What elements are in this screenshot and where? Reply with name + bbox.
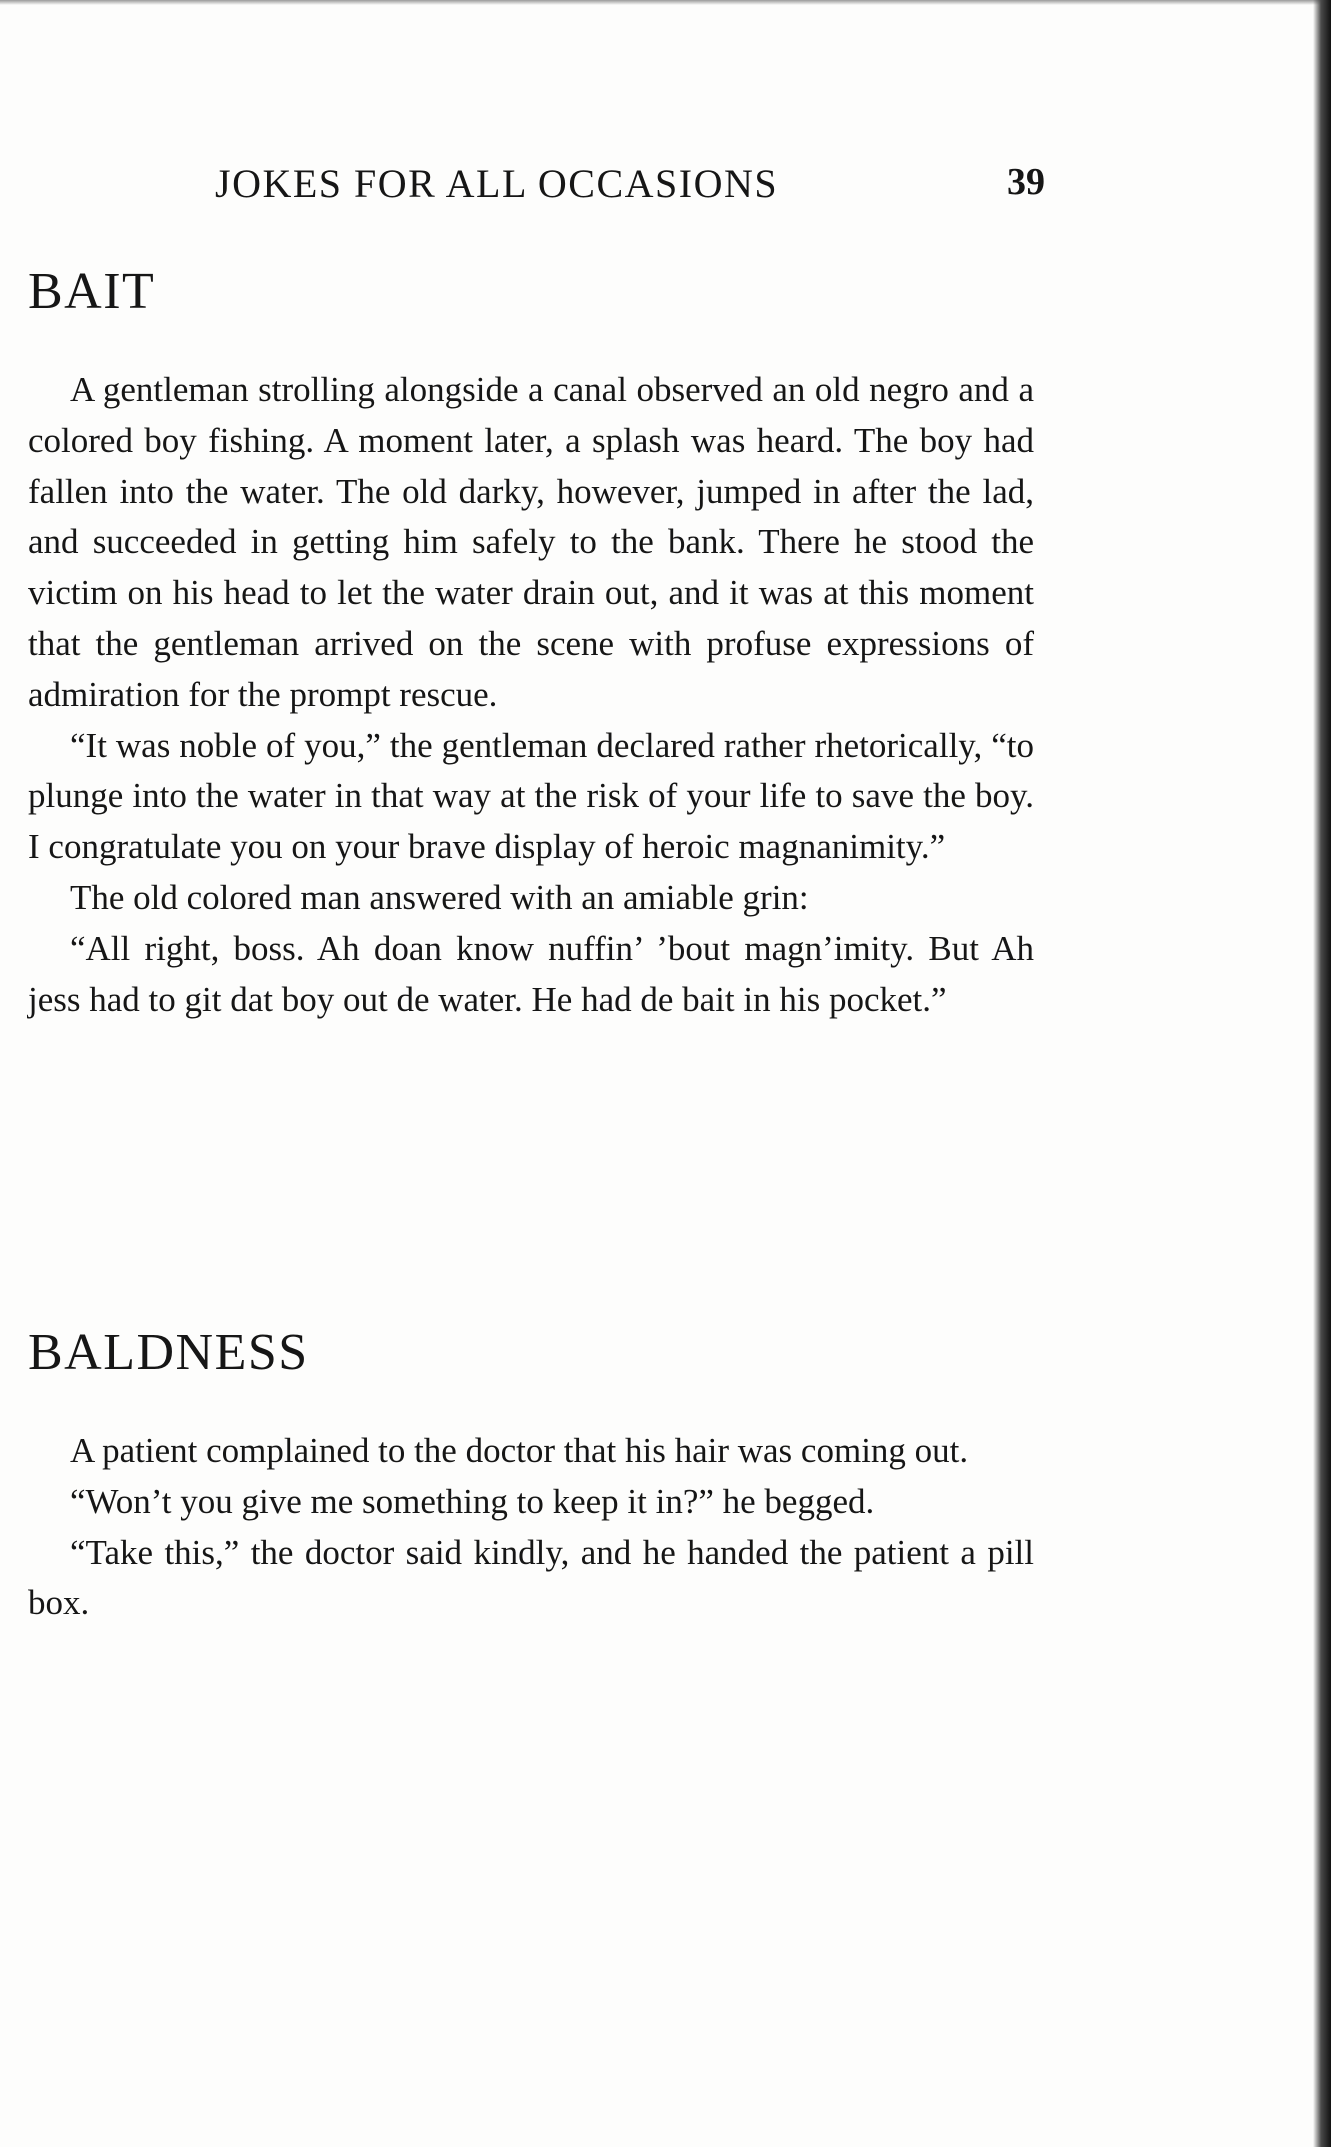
- section-heading-bait: BAIT: [28, 263, 156, 320]
- page-number: 39: [1007, 161, 1045, 203]
- paragraph: The old colored man answered with an amiable grin:: [70, 877, 809, 917]
- section-body-baldness: [28, 1426, 1034, 1629]
- paragraph: “It was noble of you,” the gentleman declared rather rhetorically, “to plunge into the water in that way at the risk of your life to save the boy. I congratulate you on your brave display of heroic magnanimity.”: [28, 725, 1034, 867]
- page-top-edge: [0, 0, 1331, 5]
- paragraph: A patient complained to the doctor that his hair was coming out.: [70, 1431, 969, 1470]
- paragraph: A gentleman strolling alongside a canal observed an old negro and a colored boy fishing. A moment later, a splash was heard. The boy had fallen into the water. The old darky, however, jumped in after the lad, and succeeded in getting him safely to the bank. There he stood the victim on his head to let the water drain out, and it was at this moment that the gentleman arrived on the scene with profuse expressions of admiration for the prompt rescue.: [28, 370, 1034, 714]
- running-header: [215, 160, 1045, 216]
- paragraph: “Won’t you give me something to keep it in?” he begged.: [70, 1481, 875, 1521]
- page-binding-shadow: [1313, 0, 1331, 2147]
- section-heading-baldness: BALDNESS: [28, 1324, 309, 1381]
- running-title: JOKES FOR ALL OCCASIONS: [215, 161, 779, 206]
- paragraph: “All right, boss. Ah doan know nuffin’ ’bout magn’imity. But Ah jess had to git dat boy out de water. He had de bait in his pocket.”: [28, 928, 1034, 1019]
- section-body-bait: [28, 365, 1034, 1025]
- paragraph: “Take this,” the doctor said kindly, and he handed the patient a pill box.: [28, 1532, 1034, 1623]
